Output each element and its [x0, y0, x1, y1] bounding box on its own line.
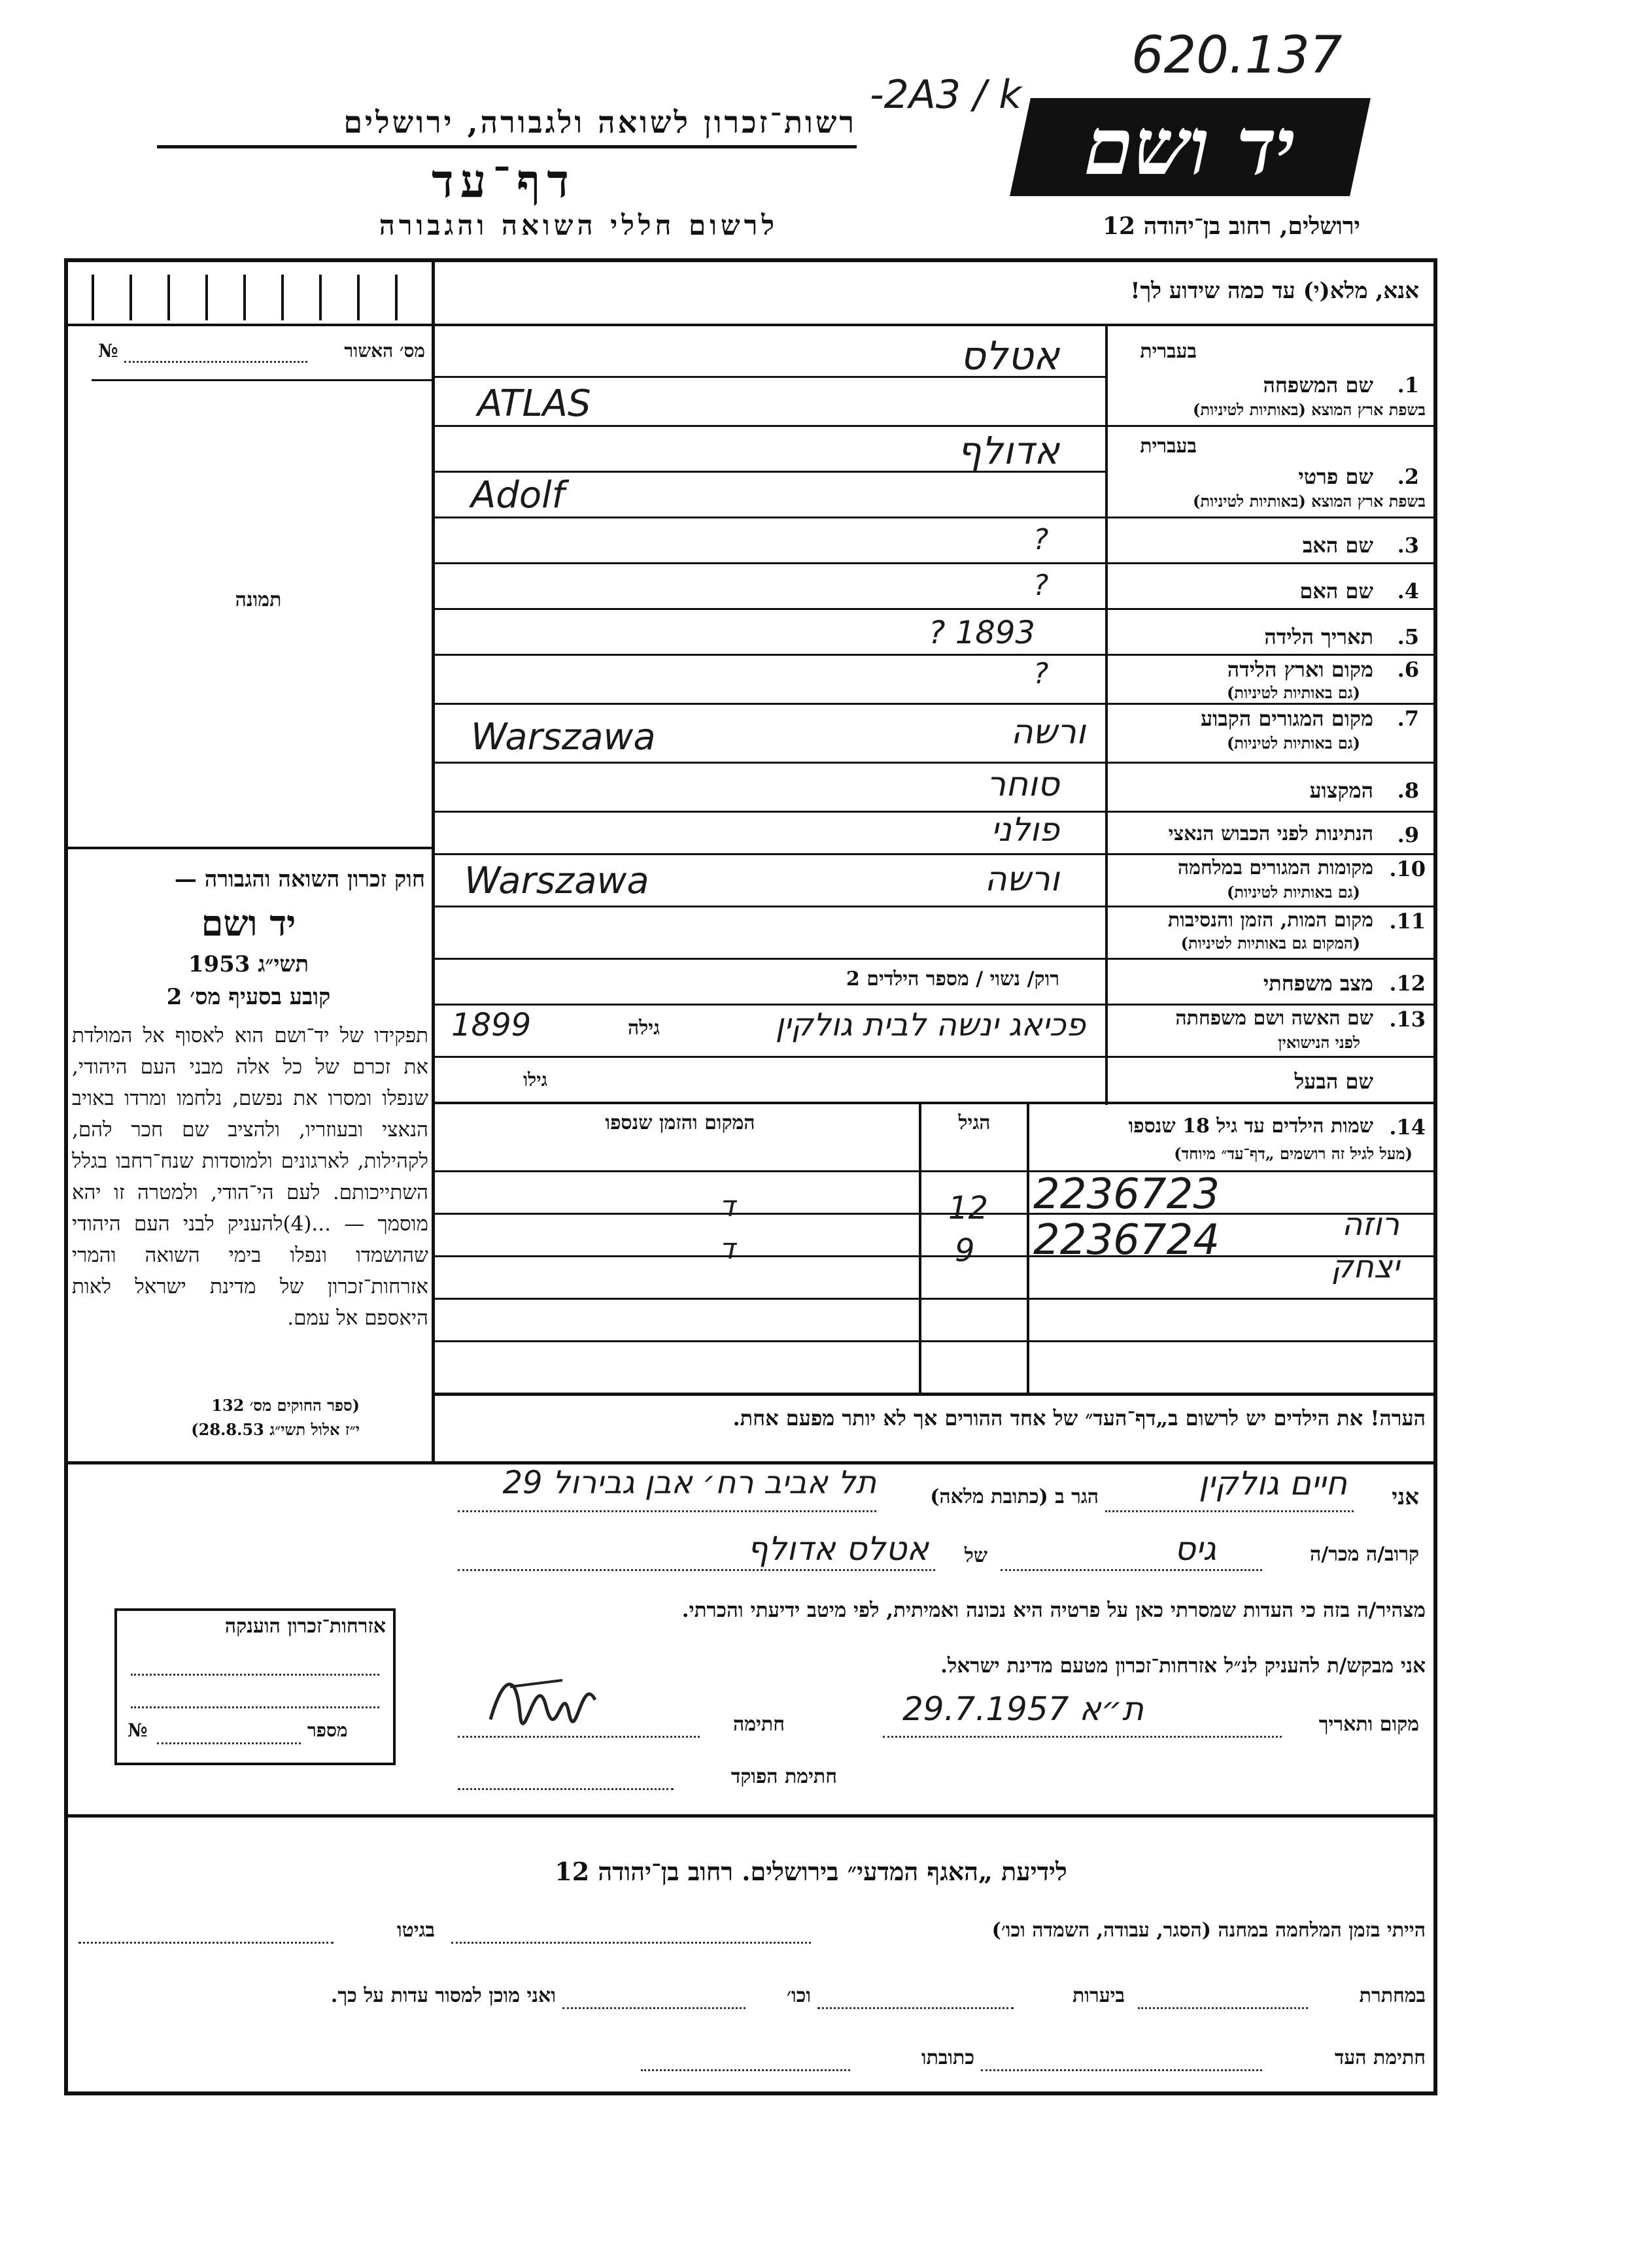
- child-1-code: 2236723: [1033, 1170, 1220, 1219]
- child-2-place[interactable]: ד: [719, 1232, 736, 1266]
- field-10-value-latin[interactable]: Warszawa: [464, 860, 649, 902]
- child-2-age[interactable]: 9: [955, 1232, 975, 1269]
- field-3-label: שם האב: [1302, 533, 1373, 558]
- field-5-value[interactable]: ? 1893: [929, 615, 1035, 651]
- field-13-value[interactable]: פכיאג ינשה לבית גולקין: [775, 1007, 1086, 1043]
- witness-residence-label: הגר ב (כתובת מלאה): [930, 1485, 1099, 1508]
- address: ירושלים, רחוב בן־יהודה 12: [1102, 212, 1360, 240]
- law-title: חוק זכרון השואה והגבורה —: [174, 866, 425, 892]
- bottom-line2-forests: ביערות: [1072, 1984, 1125, 2007]
- place-date-label: מקום ותאריך: [1318, 1713, 1419, 1736]
- citizenship-box-no-sign: №: [128, 1719, 148, 1741]
- children-note: הערה! את הילדים יש לרשום ב„דף־העד״ של אחד ההורים אך לא יותר מפעם אחת.: [732, 1406, 1426, 1430]
- field-6-value[interactable]: ?: [1033, 657, 1049, 690]
- children-title: שמות הילדים עד גיל 18 שנספו: [1128, 1115, 1373, 1138]
- field-8-value[interactable]: סוחר: [986, 765, 1059, 804]
- field-10-value[interactable]: ורשה: [984, 860, 1059, 899]
- law-name: יד ושם: [201, 902, 296, 944]
- field-1-hebrew-tag: בעברית: [1140, 340, 1197, 363]
- signature-label: חתימה: [733, 1713, 785, 1736]
- children-col-age: הגיל: [958, 1111, 991, 1134]
- declaration-text: מצהיר/ה בזה כי העדות שמסרתי כאן על פרטיה היא נכונה ואמיתית, לפי מיטב ידיעתי והכרתי.: [681, 1599, 1426, 1622]
- field-12-label: מצב משפחתי: [1263, 971, 1373, 996]
- relation-value[interactable]: גיס: [1174, 1530, 1216, 1568]
- children-number: 14.: [1389, 1115, 1426, 1140]
- field-3-value[interactable]: ?: [1033, 523, 1049, 556]
- photo-label: תמונה: [235, 588, 282, 611]
- field-1-number: 1.: [1397, 373, 1419, 398]
- field-9-label: הנתינות לפני הכבוש הנאצי: [1168, 822, 1373, 845]
- field-1-label: שם המשפחה: [1263, 373, 1373, 398]
- witness-signature: [484, 1661, 602, 1746]
- approval-no-sign: №: [98, 340, 118, 362]
- field-1-value-latin[interactable]: ATLAS: [477, 382, 591, 425]
- field-2-value-latin[interactable]: Adolf: [471, 474, 565, 516]
- field-1-sublabel: בשפת ארץ המוצא (באותיות לטיניות): [1193, 400, 1426, 419]
- law-text: תפקידו של יד־ושם הוא לאסוף אל המולדת את זכרם של כל אלה מבני העם היהודי, שנפלו ומסרו את נפשם, נלחמו ומרדו באויב הנאצי ובעוזריו, ולהציב שם חכר להם, לקהילות, לארגונים ולמוסדות שנח־רחבו בגלל השתייכותם. לעם הי־הודי, ולמטרה זו יהא מוסמך — ...(4)להעניק לבני העם היהודי שהושמדו ונפלו בימי השואה והמרי אזרחות־זכרון של מדינת ישראל לאות היאספם אל עמם.: [72, 1024, 428, 1330]
- child-1-name[interactable]: רוזה: [1341, 1206, 1399, 1243]
- law-year: תשי״ג 1953: [188, 951, 309, 977]
- tick-boxes: [92, 275, 432, 320]
- citizenship-box-number-label: מספר: [307, 1719, 348, 1741]
- child-2-name[interactable]: יצחק: [1331, 1249, 1399, 1285]
- of-label: של: [964, 1544, 987, 1567]
- child-1-place[interactable]: ד: [719, 1190, 736, 1223]
- bottom-line1-ghetto: בגיטו: [396, 1919, 435, 1942]
- field-2-value-hebrew[interactable]: אדולף: [957, 428, 1059, 473]
- witness-residence-value[interactable]: תל אביב רח׳ אבן גבירול 29: [502, 1464, 876, 1501]
- field-7-label: מקום המגורים הקבוע: [1201, 706, 1373, 731]
- signature-scribble: [484, 1661, 602, 1746]
- bottom-heading: לידיעת „האגף המדעי״ בירושלים. רחוב בן־יהודה 12: [555, 1857, 1067, 1886]
- children-subtitle: (מעל לגיל זה רושמים „דף־עד״ מיוחד): [1174, 1144, 1413, 1163]
- field-13-age-label: גילה: [628, 1017, 660, 1040]
- bottom-line3-address: כתובתו: [921, 2046, 974, 2069]
- field-7-value[interactable]: ורשה: [1010, 713, 1086, 752]
- bottom-line2-testimony: ואני מוכן למסור עדות על כך.: [330, 1984, 556, 2007]
- form-subtitle: לרשום חללי השואה והגבורה: [379, 209, 778, 241]
- field-2-number: 2.: [1397, 464, 1419, 489]
- field-4-value[interactable]: ?: [1033, 569, 1049, 602]
- bottom-line2-underground: במחתרת: [1359, 1984, 1426, 2007]
- form-title: דף־עד: [431, 154, 575, 208]
- law-clause: קובע בסעיף מס׳ 2: [166, 984, 331, 1010]
- field-7-sublabel: (גם באותיות לטיניות): [1226, 734, 1360, 753]
- law-reference-1: (ספר החוקים מס׳ 132: [211, 1396, 360, 1415]
- field-3-number: 3.: [1397, 533, 1419, 558]
- bottom-line1-camp: הייתי בזמן המלחמה במחנה (הסגר, עבודה, השמדה וכו׳): [991, 1919, 1426, 1942]
- field-7-value-latin[interactable]: Warszawa: [471, 716, 656, 758]
- field-8-number: 8.: [1397, 778, 1419, 803]
- husband-name-label: שם הבעל: [1294, 1069, 1373, 1094]
- yad-vashem-logo: יד ושם: [1010, 98, 1371, 196]
- field-13-age-value[interactable]: 1899: [451, 1007, 532, 1043]
- citizenship-box-title: אזרחות־זכרון הוענקה: [224, 1615, 386, 1638]
- field-10-number: 10.: [1389, 856, 1426, 881]
- field-4-label: שם האם: [1299, 579, 1373, 603]
- field-9-number: 9.: [1397, 822, 1419, 847]
- intro-text: אנא, מלא(י) עד כמה שידוע לך!: [1130, 278, 1419, 304]
- field-6-sublabel: (גם באותיות לטיניות): [1226, 683, 1360, 702]
- field-10-sublabel: (גם באותיות לטיניות): [1226, 883, 1360, 902]
- relation-label: קרוב/ה מכר/ה: [1310, 1543, 1419, 1566]
- field-11-label: מקום המות, הזמן והנסיבות: [1167, 909, 1373, 932]
- field-1-value-hebrew[interactable]: אטלס: [959, 333, 1059, 379]
- child-1-age[interactable]: 12: [948, 1190, 989, 1227]
- field-8-label: המקצוע: [1309, 778, 1373, 803]
- approval-number-label: מס׳ האשור: [344, 340, 425, 362]
- field-13-number: 13.: [1389, 1007, 1426, 1032]
- field-2-hebrew-tag: בעברית: [1140, 435, 1197, 458]
- authority-name: רשות־זכרון לשואה ולגבורה, ירושלים: [343, 105, 857, 140]
- field-6-label: מקום וארץ הלידה: [1227, 657, 1373, 682]
- officer-signature-label: חתימת הפוקד: [730, 1765, 837, 1788]
- child-2-code: 2236724: [1033, 1216, 1220, 1264]
- field-12-number: 12.: [1389, 971, 1426, 996]
- handwritten-number: 620.137: [1131, 26, 1343, 85]
- field-5-label: תאריך הלידה: [1264, 624, 1373, 649]
- field-2-sublabel: בשפת ארץ המוצא (באותיות לטיניות): [1193, 492, 1426, 511]
- bottom-line2-etc: וכו׳: [787, 1984, 811, 2007]
- field-13-label: שם האשה ושם משפחתה: [1175, 1007, 1373, 1030]
- field-4-number: 4.: [1397, 579, 1419, 603]
- field-7-number: 7.: [1397, 706, 1419, 731]
- field-11-sublabel: (המקום גם באותיות לטיניות): [1180, 934, 1360, 953]
- request-text: אני מבקש/ת להעניק לנ״ל אזרחות־זכרון מטעם מדינת ישראל.: [940, 1654, 1426, 1678]
- field-12-value[interactable]: רוק/ נשוי / מספר הילדים 2: [846, 968, 1059, 990]
- field-6-number: 6.: [1397, 657, 1419, 682]
- field-2-label: שם פרטי: [1298, 464, 1373, 489]
- children-col-place: המקום והזמן שנספו: [605, 1111, 755, 1134]
- witness-name[interactable]: חיים גולקין: [1198, 1464, 1347, 1502]
- field-13-sublabel: לפני הנישואין: [1278, 1033, 1360, 1052]
- witness-i-label: אני: [1392, 1484, 1419, 1510]
- law-reference-2: י״ז אלול תשי״ג 28.8.53): [191, 1420, 360, 1439]
- field-5-number: 5.: [1397, 624, 1419, 649]
- field-9-value[interactable]: פולני: [991, 811, 1059, 849]
- husband-age-label: גילו: [523, 1069, 547, 1091]
- field-11-number: 11.: [1389, 909, 1426, 934]
- bottom-line3-witness-signature: חתימת העד: [1334, 2046, 1426, 2069]
- handwritten-mark: -2A3 / k: [870, 72, 1022, 118]
- of-value[interactable]: אטלס אדולף: [747, 1530, 929, 1568]
- field-10-label: מקומות המגורים במלחמה: [1177, 856, 1373, 879]
- place-date-value[interactable]: ת״א 29.7.1957: [902, 1690, 1144, 1728]
